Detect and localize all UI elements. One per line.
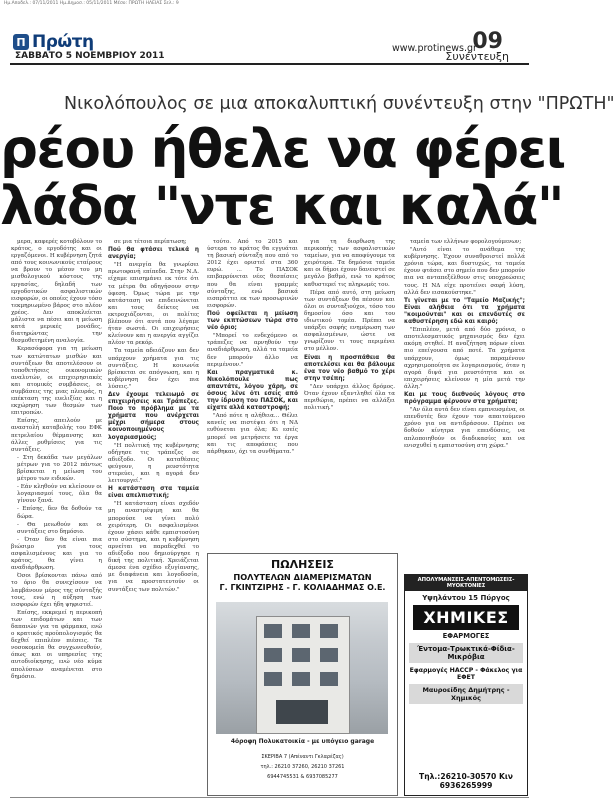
ad-phone: Τηλ.:26210-30570 Κιν 6936265999 xyxy=(419,772,513,790)
interview-question: Πού οφείλεται η μείωση των εκπτώσεων τώρα στο νέο όριο; xyxy=(207,310,298,332)
ad-company: Γ. ΓΚΙΝΤΖΙΡΗΣ - Γ. ΚΟΛΙΑΔΗΜΑΣ Ο.Ε. xyxy=(219,583,386,592)
article-paragraph: "Αν όλα αυτά δεν είναι εμπνευσμένα, οι επενδυτές δεν έχουν τον απαιτούμενο χρόνο για να αντιδράσουν. Πρέπει να δοθούν κίνητρα για επενδύσεις, να απλοποιηθούν οι διαδικασίες και να ενισχυθεί η εμπιστοσύνη στη χώρα." xyxy=(404,407,525,449)
article-paragraph: - Εάν κληθούν να κλείσουν οι λογαριασμοί τους, όλα θα γίνουν ξανά. xyxy=(17,484,102,505)
article-paragraph: Επίσης, απειλούν με αναστολή καταβολής του ΕΦΚ πετρελαίου θέρμανσης και άλλες ρυθμίσεις για τις συντάξεις. xyxy=(11,418,102,453)
article-kicker: Νικολόπουλος σε μια αποκαλυπτική συνέντευξη στην "ΠΡΩΤΗ" xyxy=(64,94,615,114)
ad-chemist: Μαυροείδης Δημήτρης - Χημικός xyxy=(409,684,523,704)
article-paragraph: Κερασόφορα για τη μείωση των κατώτατων μισθών και συντάξεων θα αποτελέσουν οι τοποθετήσεις οικονομικών αναλυτών, οι επιχειρησιακές και ατομικές συμβάσεις, οι συμβάσεις της μιας πλευράς, η επέκταση της ευελιξίας και η εκχώρηση των θεσμών των επιτροπών. xyxy=(11,346,102,417)
article-paragraph: μερα, καφερές κοτοβόλουν το κράτος, ο εργοδότης και οι εργαζόμενοι. Η κυβέρνηση ζητά από τους κοινωνικούς εταίρους να βρουν το μέσον του μη μισθολογικού κόστους της εργασίας, δηλαδή των εργοδοτικών ασφαλιστικών εισφορών, οι οποίες έχουν τόσο τεκμηριωμένο βάρος στο πλέον χρέος. Δεν αποκλείεται μάλιστα να πέσει και η μείωση κατά μερικές μονάδες, διατηρώντας την θεσμοθετημένη αναλογία. xyxy=(11,239,102,345)
interview-question: Δεν έχουμε τελειωμό σε επιχειρήσεις και Τράπεζες. Ποιο το πρόβλημα με τα χρήματα που ανέρχεται μέχρι σήμερα στους κοινοποιημένους λογαριασμούς; xyxy=(108,391,199,441)
bottom-rule xyxy=(10,797,529,798)
article-paragraph: Πέρα από αυτό, στη μείωση των συντάξεων θα πέσουν και όλοι οι συνταξιούχοι, τόσο του δημοσίου όσο και του ιδιωτικού τομέα. Πρέπει να υπάρξει σαφής ενημέρωση των ασφαλισμένων, ώστε να γνωρίζουν τι τους περιμένει στο μέλλον. xyxy=(304,289,395,353)
ad-brand: ΧΗΜΙΚΕΣ xyxy=(413,605,519,630)
page-number: 09 xyxy=(472,29,503,54)
ad-haccp: Εφαρμογές HACCP - Φάκελος για ΕΦΕΤ xyxy=(409,667,523,681)
ad-location: Υψηλάντου 15 Πύργος xyxy=(422,594,510,602)
article-column-3 xyxy=(207,239,298,549)
article-paragraph: "Αυτό είναι το ανάθεμα της κυβέρνησης. Έχουν συναθροιστεί πολλά χρόνια τώρα, και δυστυχώς, τα ταμεία έχουν φτάσει στο σημείο που δεν μπορούν πια να ανταπεξέλθουν στις υποχρεώσεις τους. Η ΝΔ είχε προτείνει σαφή λύση, αλλά δεν εισακούστηκε." xyxy=(404,247,525,296)
article-paragraph: - Θα μειωθούν και οι συντάξεις στο δημόσιο. xyxy=(17,521,102,535)
article-paragraph: - Όταν δεν θα είναι πια βιώσιμο για τους ασφαλισμένους και για το κράτος, θα γίνει η αναδιάρθρωση. xyxy=(11,536,102,572)
apartments-ad xyxy=(207,553,398,796)
article-paragraph: "Η πολιτική της κυβέρνησης οδήγησε τις τράπεζες σε αδιέξοδο. Οι καταθέσεις φεύγουν, η ρευστότητα στερεύει, και η αγορά δεν λειτουργεί." xyxy=(108,442,199,485)
article-paragraph: - Επίσης, δεν θα δοθούν τα δώρα. xyxy=(17,506,102,520)
article-paragraph: "Δεν υπάρχει άλλος δρόμος. Όταν έχουν εξαντληθεί όλα τα περιθώρια, πρέπει να αλλάξει πολιτική." xyxy=(304,383,395,412)
article-column-1 xyxy=(11,239,102,789)
article-paragraph: σε μια τέτοια περίπτωση; xyxy=(114,239,187,245)
logo-mark: Π xyxy=(13,34,29,50)
clip-info: Ημ.Αποδελ.: 07/11/2011 Ημ.Δημοσ.: 05/11/2011 Μέσο: ΠΡΩΤΗ ΗΛΕΙΑΣ Σελ.: 9 xyxy=(4,1,179,6)
ad-pests: Έντομα-Τρωκτικά-Φίδια-Μικρόβια xyxy=(409,643,523,663)
ad-services: ΑΠΟΛΥΜΑΝΣΕΙΣ-ΑΠΕΝΤΟΜΩΣΕΙΣ-ΜΥΟΚΤΟΝΙΕΣ xyxy=(405,575,527,591)
headline-line-2: λάδα "ντε και καλά" xyxy=(0,176,564,237)
interview-question: Και πραγματικά κ. Νικολόπουλε πως απαντάτε, λόγου χάρη, σε όσους λένε ότι εσείς από την ίδρυση του ΠΑΣΟΚ, και είχατε αλλά καταστροφή; xyxy=(207,369,298,412)
interview-question: Τι γίνεται με το "Ταμείο Μαζικής"; Είναι αλήθεια ότι τα χρήματα "κοιμούνται" και οι επενδυτές σε καθυστέρηση εδώ και καιρό; xyxy=(404,297,525,326)
interview-question: Η κατάσταση στα ταμεία είναι απελπιστική; xyxy=(108,486,199,500)
article-paragraph: "Η κατάσταση είναι σχεδόν μη αναστρέψιμη και θα μπορούσε να γίνει πολύ χειρότερη. Οι ασφαλισμένοι έχουν χάσει κάθε εμπιστοσύνη στο σύστημα, και η κυβέρνηση αρνείται να παραδεχθεί το αδιέξοδο που δημιούργησε η δική της πολιτική. Χρειάζεται άμεσα ένα σχέδιο εξυγίανσης, με διαφάνεια και λογοδοσία, για να προστατευτούν οι συντάξεις των πολιτών." xyxy=(108,501,199,593)
ad-subtitle: ΠΟΛΥΤΕΛΩΝ ΔΙΑΜΕΡΙΣΜΑΤΩΝ xyxy=(233,572,372,582)
article-column-5 xyxy=(404,239,525,569)
website-link[interactable]: www.protinews.gr xyxy=(392,43,477,54)
issue-date: ΣΑΒΒΑΤΟ 5 ΝΟΕΜΒΡΙΟΥ 2011 xyxy=(15,51,165,61)
ad-phones: τηλ.: 26210 37260, 26210 37261 xyxy=(260,764,345,770)
ad-title: ΠΩΛΗΣΕΙΣ xyxy=(271,558,334,571)
article-paragraph: τούτο. Από το 2015 και ύστερα το κράτος θα εγγυάται τη βασική σύνταξη που από το 2012 έχει οριστεί στα 360 ευρώ. ... Το ΠΑΣΟΚ επιβαρρύνεται νέες θεσπίσεις που θα είναι γραμμές σύνταξης, ενώ βασικά εισπράττει εκ των προσωρινών εισφορών. xyxy=(207,239,298,309)
article-paragraph: - Στη δεκάδα των μεγάλων μέτρων για το 2012 πάντως βρίσκεται η μείωση του μέτρου των ειδικών. xyxy=(17,454,102,483)
building-photo xyxy=(216,602,388,734)
article-paragraph: "Μπορεί το ενδεχόμενο οι τράπεζες να αρνηθούν την αναδιάρθρωση, αλλά τα ταμεία δεν μπορούν άλλο να περιμένουν." xyxy=(207,333,298,368)
article-column-2 xyxy=(108,239,199,789)
ad-address: ΣΚΕΡΙΒΑ 7 (Απέναντι Γκλαρέζας) xyxy=(261,754,344,760)
article-paragraph: ταμεία των ελλήνων φορολογούμενων; xyxy=(410,239,522,245)
article-paragraph: για τη διορθωση της περικοπής των ασφαλιστικών ταμείων, για να αποφύγουμε τα χειρότερα. Τα δημόσια ταμεία και οι δήμοι έχουν δανειστεί σε μεγάλο βαθμό, ενώ το κράτος καθυστερεί τις πληρωμές του. xyxy=(304,239,395,288)
section-name: Συνέντευξη xyxy=(445,50,509,63)
logo-text: Πρώτη xyxy=(32,32,94,52)
article-paragraph: Όσοι βρίσκονται πάνω από το όριο θα συνεχίσουν να λαμβάνουν μέρος της σύνταξής τους, ενώ η αύξηση των εισφορών έχει ήδη ψηφιστεί. xyxy=(11,573,102,608)
masthead-rule xyxy=(10,63,529,65)
article-paragraph: Τα ταμεία αδειάζουν και δεν υπάρχουν χρήματα για τις συντάξεις. Η κοινωνία βρίσκεται σε απόγνωση, και η κυβέρνηση δεν έχει πια λύσεις." xyxy=(108,348,199,390)
article-paragraph: "Η ανεργία θα γνωρίσει πρωτοφανή επίπεδα. Στην Ν.Δ. είχαμε επισημάνει εκ τότε ότι τα μέτρα θα οδηγήσουν στην ύφεση. Όμως τώρα με την κατάσταση να επιδεινώνεται και τους δείκτες να εκτροχιάζονται, οι πολίτες βλέπουν ότι αυτά που λέγαμε ήταν σωστά. Οι επιχειρήσεις κλείνουν και η ανεργία αγγίζει πλέον τα ρεκόρ. xyxy=(108,262,199,347)
article-paragraph: Επίσης, εκκρεμεί η περικοπή των επιδομάτων και των δαπανών για τα φάρμακα, ενώ ο κρατικός προϋπολογισμός θα δεχθεί επιπλέον πιέσεις. Τα νοσοκομεία θα συγχωνευθούν, όπως και οι υπηρεσίες της αυτοδιοίκησης, ενώ νέο κύμα απολύσεων αναμένεται στο δημόσιο. xyxy=(11,609,102,680)
ad-mobiles: 6944745531 & 6937085277 xyxy=(267,774,338,780)
article-paragraph: "Από πότε η αλήθεια... Θέλει κανείς να πιστέψει ότι η ΝΔ ευθύνεται για όλα; Κι εσείς μπορεί να μετρήσετε τα έργα και τις αποφάσεις που πάρθηκαν, όχι τα συνθήματα." xyxy=(207,413,298,455)
interview-question: Είναι η προσπάθεια θα αποτελέσει και θα βάλουμε ένα τον νέο βαθμό το χέρι στην τσέπη; xyxy=(304,354,395,382)
ad-caption: 4όροφη Πολυκατοικία - με υπόγειο garage xyxy=(230,738,375,745)
chemicals-ad xyxy=(404,574,528,796)
interview-question: Και με τους διεθνούς λόγους στο πρόγραμμα φέρνουν στα χρήματα; xyxy=(404,391,525,406)
ad-brand-sub: ΕΦΑΡΜΟΓΕΣ xyxy=(442,632,490,640)
article-paragraph: "Επιπλέον, μετά από δύο χρόνια, ο αποτελεσματικός μηχανισμός δεν έχει ακόμη στηθεί. Η αναζήτηση πόρων είναι πιο επείγουσα από ποτέ. Τα χρήματα υπάρχουν, όμως παραμένουν αχρησιμοποίητα σε λογαριασμούς, όταν η αγορά διψά για ρευστότητα και οι επιχειρήσεις κλείνουν η μία μετά την άλλη." xyxy=(404,327,525,390)
newspaper-logo xyxy=(13,32,94,52)
headline-line-1: ρέου ήθελε να φέρει xyxy=(0,119,565,180)
masthead xyxy=(10,29,529,63)
article-column-4 xyxy=(304,239,395,549)
interview-question: Πού θα φτάσει τελικά η ανεργία; xyxy=(108,247,199,261)
